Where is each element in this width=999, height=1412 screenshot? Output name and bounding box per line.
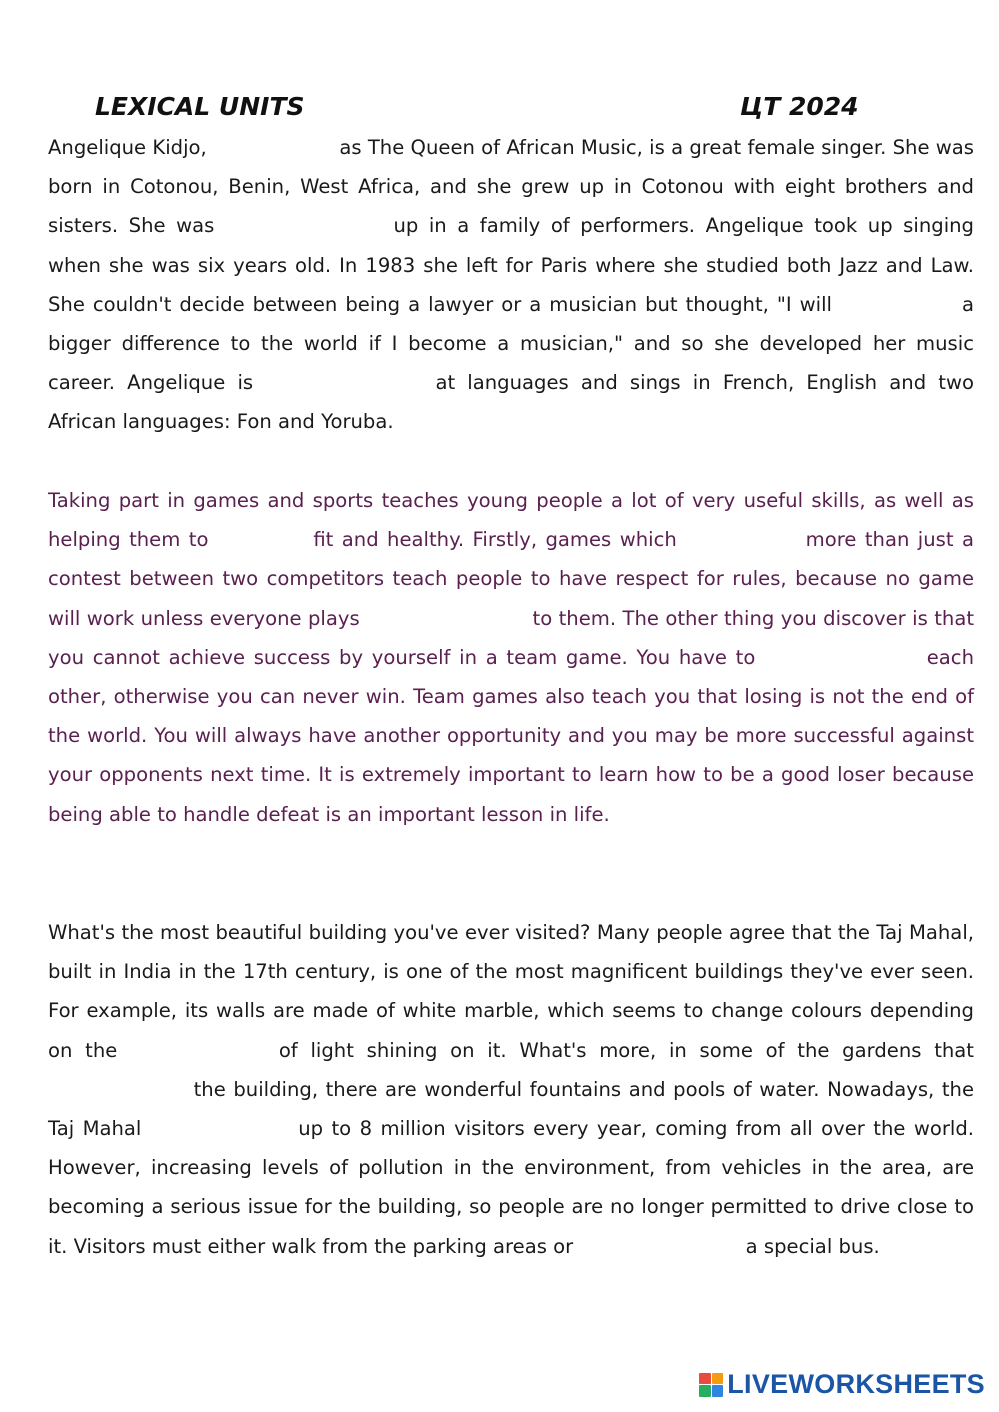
- text-segment: up in a family of performers. Angelique took up singing when she was six years old. In 1983 she left for Paris where she studied both Jazz and Law. She couldn't decide between being a lawyer or a musician but thought, "I will: [48, 214, 974, 316]
- text-segment: up to 8 million visitors every year, coming from all over the world. However, increasing levels of pollution in the environment, from vehicles in the area, are becoming a serious issue for the building, so people are no longer permitted to drive close to it. Visitors must either walk from the parking areas or: [48, 1117, 975, 1258]
- text-segment: more than just a contest between two competitors teach people to have respect for rules, because no game will work unless everyone plays: [48, 528, 974, 630]
- text-segment: a bigger difference to the world if I become a musician," and so she developed her music career. Angelique is: [48, 292, 975, 395]
- text-segment: each other, otherwise you can never win. Team games also teach you that losing is not the end of the world. You will always have another opportunity and you may be more successful against your opponents next time. It is extremely important to learn how to be a good loser because being able to handle defeat is an important lesson in life.: [48, 645, 975, 826]
- paragraph-taj-mahal: [48, 913, 974, 1266]
- text-segment: as The Queen of African Music, is a great female singer. She was born in Cotonou, Benin, West Africa, and she grew up in Cotonou with eight brothers and sisters. She was: [48, 136, 975, 238]
- text-segment: of light shining on it. What's more, in some of the gardens that: [278, 1038, 974, 1062]
- liveworksheets-brand-text: LIVEWORKSHEETS: [727, 1369, 985, 1399]
- text-segment: Taking part in games and sports teaches young people a lot of very useful skills, as well as helping them to: [48, 489, 974, 552]
- text-segment: Angelique Kidjo,: [48, 136, 207, 159]
- text-segment: the building, there are wonderful fountains and pools of water. Nowadays, the Taj Mahal: [48, 1077, 974, 1141]
- text-segment: at languages and sings in French, English and two African languages: Fon and Yoruba.: [48, 371, 974, 434]
- liveworksheets-logo: [699, 1369, 985, 1400]
- liveworksheets-logo-icon: [699, 1373, 723, 1397]
- paragraph-angelique-kidjo: [48, 128, 974, 442]
- text-segment: fit and healthy. Firstly, games which: [313, 528, 677, 552]
- text-segment: a special bus.: [745, 1234, 880, 1258]
- paragraph-games-and-sports: [48, 481, 974, 834]
- text-segment: to them. The other thing you discover is that you cannot achieve success by yourself in a team game. You have to: [48, 606, 975, 669]
- text-segment: What's the most beautiful building you've ever visited? Many people agree that the Taj Mahal, built in India in the 17th century, is one of the most magnificent buildings they've ever seen. For example, its walls are made of white marble, which seems to change colours depending on the: [48, 921, 974, 1062]
- worksheet-title: LEXICAL UNITS: [95, 92, 305, 121]
- exam-code: ЦТ 2024: [740, 92, 859, 121]
